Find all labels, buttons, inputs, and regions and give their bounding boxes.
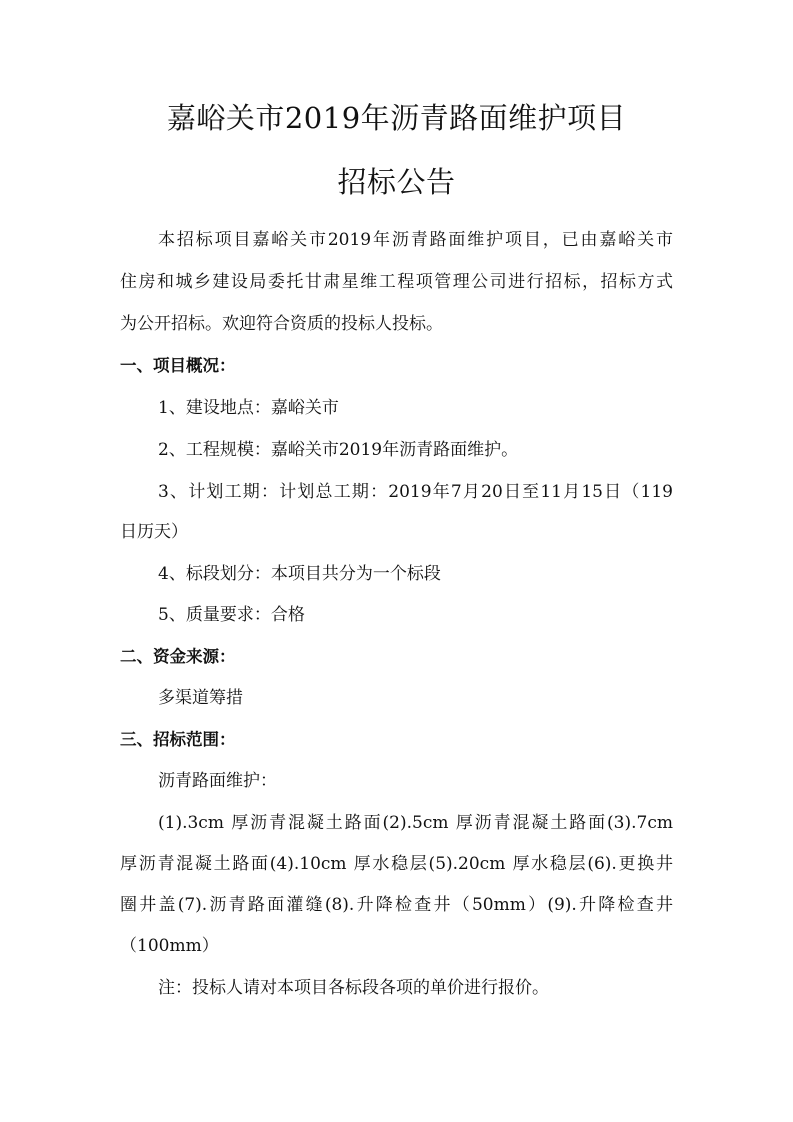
document-subtitle: 招标公告	[337, 165, 456, 199]
intro-paragraph-line-1: 本招标项目嘉峪关市2019年沥青路面维护项目，已由嘉峪关市	[158, 230, 673, 250]
scope-subheading: 沥青路面维护：	[158, 771, 277, 791]
scope-line-1: (1).3cm 厚沥青混凝土路面(2).5cm 厚沥青混凝土路面(3).7cm	[158, 813, 673, 833]
overview-item-lots: 4、标段划分：本项目共分为一个标段	[158, 564, 441, 584]
overview-item-quality: 5、质量要求：合格	[158, 605, 305, 625]
section-heading-funding: 二、资金来源：	[120, 647, 236, 666]
section-heading-scope: 三、招标范围：	[120, 730, 236, 749]
overview-item-location: 1、建设地点：嘉峪关市	[158, 398, 339, 418]
scope-line-4: （100mm）	[120, 936, 219, 956]
intro-paragraph-line-2: 住房和城乡建设局委托甘肃星维工程项管理公司进行招标，招标方式	[120, 272, 673, 292]
section-heading-project-overview: 一、项目概况：	[120, 356, 236, 375]
pricing-note: 注：投标人请对本项目各标段各项的单价进行报价。	[158, 978, 549, 998]
scope-line-3: 圈井盖(7).沥青路面灌缝(8).升降检查井（50mm）(9).升降检查井	[120, 895, 673, 915]
scope-line-2: 厚沥青混凝土路面(4).10cm 厚水稳层(5).20cm 厚水稳层(6).更换井	[120, 854, 673, 874]
overview-item-scale: 2、工程规模：嘉峪关市2019年沥青路面维护。	[158, 440, 519, 460]
overview-item-schedule-continued: 日历天）	[120, 522, 188, 542]
intro-paragraph-line-3: 为公开招标。欢迎符合资质的投标人投标。	[120, 314, 443, 334]
overview-item-schedule: 3、计划工期：计划总工期：2019年7月20日至11月15日（119	[158, 482, 673, 502]
document-title: 嘉峪关市2019年沥青路面维护项目	[166, 101, 627, 135]
funding-source-text: 多渠道筹措	[158, 688, 243, 708]
